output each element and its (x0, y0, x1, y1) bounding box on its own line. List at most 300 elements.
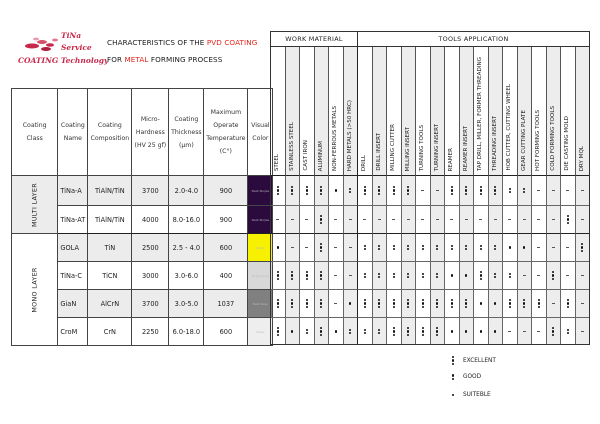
header-line: Visual (251, 122, 270, 129)
column-header-label: HARD METALS (>50 HRC) (346, 99, 353, 171)
rating-excellent-icon (494, 186, 496, 195)
rating-cell (270, 317, 285, 345)
not-applicable-dash (523, 275, 526, 276)
not-applicable-dash (581, 219, 584, 220)
rating-cell (415, 233, 430, 261)
column-header (531, 46, 546, 175)
rating-excellent-icon (407, 299, 409, 308)
rating-cell (575, 289, 590, 317)
rating-excellent-icon (422, 327, 424, 336)
coating-composition-cell: TiCN (88, 262, 132, 290)
rating-cell (314, 289, 329, 317)
column-header (502, 46, 517, 175)
not-applicable-dash (291, 219, 294, 220)
rating-cell (415, 175, 430, 205)
rating-excellent-icon (277, 186, 279, 195)
rating-excellent-icon (480, 271, 482, 280)
rating-suitable-icon (291, 330, 293, 332)
not-applicable-dash (305, 219, 308, 220)
rating-cell (430, 261, 445, 289)
rating-suitable-icon (451, 274, 453, 276)
rating-excellent-icon (436, 299, 438, 308)
not-applicable-dash (523, 331, 526, 332)
rating-excellent-icon (306, 186, 308, 195)
not-applicable-dash (508, 331, 511, 332)
not-applicable-dash (349, 219, 352, 220)
rating-excellent-icon (291, 271, 293, 280)
rating-suitable-icon (451, 330, 453, 332)
rating-good-icon (436, 245, 438, 251)
rating-good-icon (567, 329, 569, 335)
rating-suitable-icon (465, 330, 467, 332)
rating-cell (517, 289, 532, 317)
rating-cell (459, 289, 474, 317)
rating-cell (357, 289, 372, 317)
not-applicable-dash (566, 247, 569, 248)
column-header-label: COLD FORMING TOOLS (549, 106, 556, 171)
title-highlight: METAL (124, 55, 149, 64)
rating-cell (430, 205, 445, 233)
rating-excellent-icon (291, 299, 293, 308)
coating-name-cell: TiNa-C (58, 262, 88, 290)
rating-cell (531, 289, 546, 317)
rating-good-icon (422, 245, 424, 251)
rating-cell (401, 261, 416, 289)
micro-hardness-cell: 2250 (132, 318, 169, 346)
not-applicable-dash (552, 219, 555, 220)
rating-excellent-icon (320, 186, 322, 195)
legend-item (450, 356, 496, 365)
column-header-label: HOT FORMING TOOLS (535, 110, 541, 171)
rating-cell (444, 261, 459, 289)
rating-good-icon (422, 273, 424, 279)
micro-hardness-cell: 3700 (132, 290, 169, 318)
rating-cell (270, 261, 285, 289)
logo-text-coating-technology: COATING Technology (18, 56, 109, 65)
rating-cell (517, 175, 532, 205)
coating-name-cell: GOLA (58, 234, 88, 262)
rating-cell (546, 261, 561, 289)
rating-excellent-icon (509, 299, 511, 308)
rating-cell (415, 205, 430, 233)
rating-cell (488, 233, 503, 261)
not-applicable-dash (305, 247, 308, 248)
rating-cell (372, 289, 387, 317)
rating-cell (444, 175, 459, 205)
group-header-work-material: WORK MATERIAL (270, 31, 358, 47)
rating-excellent-icon (523, 299, 525, 308)
rating-cell (488, 205, 503, 233)
rating-suitable-icon (509, 246, 511, 248)
rating-excellent-icon (277, 327, 279, 336)
not-applicable-dash (392, 219, 395, 220)
not-applicable-dash (566, 275, 569, 276)
rating-good-icon (494, 245, 496, 251)
rating-cell (314, 175, 329, 205)
rating-excellent-icon (567, 299, 569, 308)
column-header-label: TURNING INSERT (433, 123, 440, 171)
rating-cell (546, 317, 561, 345)
coating-name-cell: TiNa-A (58, 176, 88, 206)
rating-cell (502, 233, 517, 261)
rating-excellent-icon (306, 299, 308, 308)
rating-cell (575, 175, 590, 205)
coating-thickness-cell: 6.0-18.0 (169, 318, 204, 346)
rating-excellent-icon (393, 186, 395, 195)
rating-cell (415, 261, 430, 289)
header-line: (C°) (219, 148, 232, 155)
not-applicable-dash (421, 190, 424, 191)
rating-excellent-icon (277, 271, 279, 280)
column-header (459, 46, 474, 175)
rating-excellent-icon (465, 299, 467, 308)
rating-cell (502, 289, 517, 317)
rating-good-icon (349, 329, 351, 335)
not-applicable-dash (537, 275, 540, 276)
rating-cell (328, 261, 343, 289)
not-applicable-dash (407, 219, 410, 220)
rating-cell (285, 289, 300, 317)
rating-cell (430, 175, 445, 205)
column-header-label: GEAR CUTTING PLATE (520, 109, 527, 171)
coating-composition-cell: TiAlN/TiN (88, 176, 132, 206)
not-applicable-dash (378, 219, 381, 220)
column-header-label: MILLING CUTTER (390, 124, 396, 171)
column-header-label: DRILL INSERT (375, 133, 382, 171)
not-applicable-dash (291, 247, 294, 248)
rating-excellent-icon (552, 327, 554, 336)
coating-composition-cell: TiN (88, 234, 132, 262)
title-text: FORMING PROCESS (148, 55, 223, 64)
rating-cell (430, 233, 445, 261)
title-highlight: PVD COATING (206, 38, 258, 47)
visual-color-swatch: GOLD (248, 234, 273, 262)
rating-cell (531, 261, 546, 289)
rating-cell (517, 261, 532, 289)
column-header (575, 46, 590, 175)
rating-cell (531, 233, 546, 261)
rating-excellent-icon (277, 299, 279, 308)
rating-good-icon (509, 273, 511, 279)
rating-excellent-icon (320, 327, 322, 336)
column-header-label: REAMER (448, 147, 454, 171)
rating-suitable-icon (465, 274, 467, 276)
visual-color-swatch: Silver (248, 318, 273, 346)
rating-cell (285, 317, 300, 345)
rating-excellent-icon (567, 215, 569, 224)
rating-cell (517, 233, 532, 261)
rating-cell (473, 317, 488, 345)
coating-thickness-cell: 3.0-6.0 (169, 262, 204, 290)
rating-suitable-icon (349, 302, 351, 304)
not-applicable-dash (552, 303, 555, 304)
rating-cell (531, 317, 546, 345)
not-applicable-dash (450, 219, 453, 220)
rating-cell (502, 205, 517, 233)
rating-cell (531, 205, 546, 233)
rating-cell (401, 205, 416, 233)
not-applicable-dash (537, 247, 540, 248)
rating-excellent-icon (465, 186, 467, 195)
header-line: Composition (90, 135, 130, 142)
column-header-label: THREADING INSERT (491, 116, 498, 171)
rating-excellent-icon (480, 186, 482, 195)
rating-excellent-icon (552, 271, 554, 280)
max-temperature-cell: 900 (204, 206, 248, 234)
rating-excellent-icon (451, 299, 453, 308)
not-applicable-dash (523, 219, 526, 220)
coating-name-cell: TiNa-AT (58, 206, 88, 234)
rating-cell (575, 233, 590, 261)
rating-cell (459, 205, 474, 233)
header-line: Coating (174, 115, 199, 123)
rating-cell (285, 175, 300, 205)
rating-cell (444, 289, 459, 317)
header-max-temperature (204, 89, 248, 176)
column-header-label: DRILL (361, 154, 367, 171)
header-line: Class (26, 135, 43, 142)
header-coating-class (12, 89, 58, 176)
document-title-line2 (107, 55, 222, 64)
visual-color-swatch: Dark Purple (248, 176, 273, 206)
column-header-label: REAMER INSERT (462, 125, 469, 171)
rating-cell (299, 233, 314, 261)
column-header-label: ALUMINUM (317, 140, 324, 171)
visual-color-swatch: Bright Grey (248, 262, 273, 290)
not-applicable-dash (508, 219, 511, 220)
column-header (546, 46, 561, 175)
rating-cell (473, 175, 488, 205)
not-applicable-dash (349, 247, 352, 248)
rating-suitable-icon (480, 302, 482, 304)
column-header-label: TURNING TOOLS (419, 124, 425, 171)
visual-color-swatch: Dark Grey (248, 290, 273, 318)
column-header-label: STAINLESS STEEL (288, 122, 295, 171)
rating-cell (560, 233, 575, 261)
rating-excellent-icon (450, 356, 456, 365)
rating-cell (473, 205, 488, 233)
rating-cell (357, 233, 372, 261)
coating-thickness-cell: 3.0-5.0 (169, 290, 204, 318)
rating-cell (372, 205, 387, 233)
rating-excellent-icon (451, 186, 453, 195)
rating-suitable-icon (480, 330, 482, 332)
rating-cell (285, 205, 300, 233)
rating-cell (314, 205, 329, 233)
rating-cell (328, 233, 343, 261)
micro-hardness-cell: 3700 (132, 176, 169, 206)
not-applicable-dash (479, 219, 482, 220)
column-header-label: MILLING INSERT (404, 126, 411, 171)
rating-cell (488, 289, 503, 317)
rating-cell (314, 261, 329, 289)
rating-cell (328, 205, 343, 233)
rating-suitable-icon (277, 246, 279, 248)
rating-excellent-icon (378, 186, 380, 195)
max-temperature-cell: 900 (204, 176, 248, 206)
rating-cell (270, 175, 285, 205)
rating-cell (401, 289, 416, 317)
rating-cell (560, 175, 575, 205)
rating-excellent-icon (393, 299, 395, 308)
rating-cell (444, 205, 459, 233)
header-coating-thickness (169, 89, 204, 176)
not-applicable-dash (494, 219, 497, 220)
rating-good-icon (407, 245, 409, 251)
header-line: Coating (22, 122, 47, 129)
not-applicable-dash (552, 247, 555, 248)
max-temperature-cell: 400 (204, 262, 248, 290)
header-line: Maximum (210, 109, 242, 116)
not-applicable-dash (552, 190, 555, 191)
rating-suitable-icon (335, 189, 337, 191)
rating-cell (386, 289, 401, 317)
rating-cell (459, 261, 474, 289)
not-applicable-dash (334, 275, 337, 276)
column-header-label: DRY MQL (578, 145, 585, 171)
rating-excellent-icon (393, 327, 395, 336)
rating-cell (488, 261, 503, 289)
rating-cell (517, 317, 532, 345)
rating-cell (285, 233, 300, 261)
rating-good-icon (378, 329, 380, 335)
rating-cell (415, 289, 430, 317)
rating-cell (314, 233, 329, 261)
rating-cell (488, 317, 503, 345)
coating-thickness-cell: 2.5 - 4.0 (169, 234, 204, 262)
rating-cell (560, 261, 575, 289)
coating-name-cell: GiaN (58, 290, 88, 318)
rating-cell (401, 175, 416, 205)
max-temperature-cell: 600 (204, 318, 248, 346)
rating-cell (444, 317, 459, 345)
legend-label: EXCELLENT (463, 357, 496, 364)
header-line: Coating (97, 122, 122, 129)
column-header (401, 46, 416, 175)
column-header-label: NON-FERROUS METALS (332, 106, 338, 171)
rating-good-icon (393, 273, 395, 279)
rating-cell (357, 175, 372, 205)
header-micro-hardness (132, 89, 169, 176)
rating-cell (386, 205, 401, 233)
rating-excellent-icon (291, 186, 293, 195)
not-applicable-dash (334, 247, 337, 248)
rating-suitable-icon (450, 394, 456, 396)
spec-row (12, 234, 273, 262)
not-applicable-dash (421, 219, 424, 220)
max-temperature-cell: 600 (204, 234, 248, 262)
rating-good-icon (349, 188, 351, 194)
header-line: (µm) (178, 141, 194, 149)
not-applicable-dash (349, 275, 352, 276)
not-applicable-dash (537, 190, 540, 191)
rating-good-icon (436, 273, 438, 279)
header-line: Coating (60, 122, 85, 129)
rating-cell (372, 175, 387, 205)
rating-excellent-icon (407, 327, 409, 336)
rating-excellent-icon (320, 299, 322, 308)
coating-name-cell: CroM (58, 318, 88, 346)
rating-good-icon (451, 245, 453, 251)
rating-cell (386, 175, 401, 205)
rating-cell (473, 233, 488, 261)
not-applicable-dash (465, 219, 468, 220)
rating-cell (546, 289, 561, 317)
rating-cell (328, 317, 343, 345)
not-applicable-dash (436, 219, 439, 220)
rating-cell (401, 233, 416, 261)
rating-cell (459, 233, 474, 261)
column-header (357, 46, 372, 175)
rating-good-icon (364, 245, 366, 251)
rating-good-icon (494, 273, 496, 279)
rating-suitable-icon (494, 302, 496, 304)
rating-cell (517, 205, 532, 233)
rating-cell (473, 261, 488, 289)
title-text: FOR (107, 55, 125, 64)
column-header (488, 46, 503, 175)
coating-spec-table (11, 88, 273, 346)
rating-cell (531, 175, 546, 205)
column-header (299, 46, 314, 175)
rating-good-icon (364, 273, 366, 279)
rating-cell (444, 233, 459, 261)
rating-good-icon (523, 188, 525, 194)
rating-cell (546, 175, 561, 205)
not-applicable-dash (334, 219, 337, 220)
column-header (444, 46, 459, 175)
rating-cell (357, 317, 372, 345)
column-header (560, 46, 575, 175)
rating-cell (343, 261, 358, 289)
rating-cell (343, 289, 358, 317)
rating-cell (575, 205, 590, 233)
rating-cell (401, 317, 416, 345)
rating-good-icon (378, 273, 380, 279)
not-applicable-dash (334, 303, 337, 304)
rating-cell (343, 175, 358, 205)
not-applicable-dash (566, 190, 569, 191)
rating-cell (299, 261, 314, 289)
rating-cell (386, 233, 401, 261)
rating-excellent-icon (364, 186, 366, 195)
rating-cell (459, 175, 474, 205)
rating-suitable-icon (494, 330, 496, 332)
rating-good-icon (364, 329, 366, 335)
rating-excellent-icon (581, 243, 583, 252)
rating-cell (415, 317, 430, 345)
rating-cell (270, 233, 285, 261)
logo-text-service: Service (61, 43, 92, 52)
rating-cell (314, 317, 329, 345)
rating-cell (575, 261, 590, 289)
rating-cell (502, 261, 517, 289)
legend-item (450, 374, 481, 380)
rating-excellent-icon (306, 271, 308, 280)
rating-excellent-icon (320, 271, 322, 280)
coating-composition-cell: CrN (88, 318, 132, 346)
rating-cell (473, 289, 488, 317)
rating-cell (285, 261, 300, 289)
rating-cell (488, 175, 503, 205)
column-header-label: STEEL (274, 153, 280, 171)
max-temperature-cell: 1037 (204, 290, 248, 318)
rating-excellent-icon (320, 215, 322, 224)
header-line: Temperature (206, 135, 246, 142)
rating-cell (430, 289, 445, 317)
rating-good-icon (480, 245, 482, 251)
not-applicable-dash (363, 219, 366, 220)
